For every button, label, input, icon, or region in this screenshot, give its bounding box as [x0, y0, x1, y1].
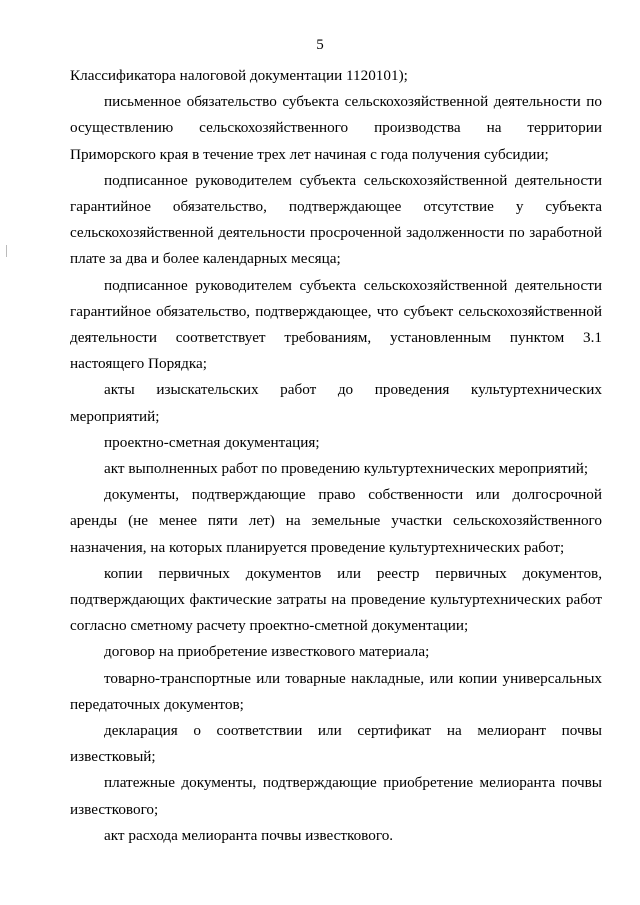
paragraph-3: подписанное руководителем субъекта сельскохозяйственной деятельности гарантийное обязательство, подтверждающее отсутствие у субъекта сельскохозяйственной деятельности просроченной задолженности по заработной плате за два и более календарных месяца; [70, 171, 602, 268]
paragraph-10: договор на приобретение известкового материала; [104, 643, 430, 661]
paragraph-7: акт выполненных работ по проведению культуртехнических мероприятий; [104, 460, 589, 478]
paragraph-6: проектно-сметная документация; [104, 433, 320, 451]
document-body [70, 63, 602, 849]
paragraph-13: платежные документы, подтверждающие приобретение мелиоранта почвы известкового; [70, 774, 602, 818]
paragraph-1: Классификатора налоговой документации 1120101); [70, 67, 408, 84]
paragraph-5: акты изыскательских работ до проведения культуртехнических мероприятий; [70, 381, 602, 425]
paragraph-14: акт расхода мелиоранта почвы известкового. [104, 826, 394, 844]
paragraph-9: копии первичных документов или реестр первичных документов, подтверждающих фактические затраты на проведение культуртехнических работ согласно сметному расчету проектно-сметной документации; [70, 564, 602, 635]
paragraph-8: документы, подтверждающие право собственности или долгосрочной аренды (не менее пяти лет) на земельные участки сельскохозяйственного назначения, на которых планируется проведение культуртехнических работ; [70, 486, 602, 556]
paragraph-2: письменное обязательство субъекта сельскохозяйственной деятельности по осуществлению сельскохозяйственного производства на территории Приморского края в течение трех лет начиная с года получения субсидии; [70, 93, 602, 163]
paragraph-4: подписанное руководителем субъекта сельскохозяйственной деятельности гарантийное обязательство, подтверждающее, что субъект сельскохозяйственной деятельности соответствует требованиям, установленным пунктом 3.1 настоящего Порядка; [70, 276, 602, 373]
scan-artifact [6, 245, 7, 257]
page-number: 5 [316, 37, 324, 53]
paragraph-11: товарно-транспортные или товарные накладные, или копии универсальных передаточных документов; [70, 669, 602, 713]
paragraph-12: декларация о соответствии или сертификат на мелиорант почвы известковый; [70, 722, 602, 766]
